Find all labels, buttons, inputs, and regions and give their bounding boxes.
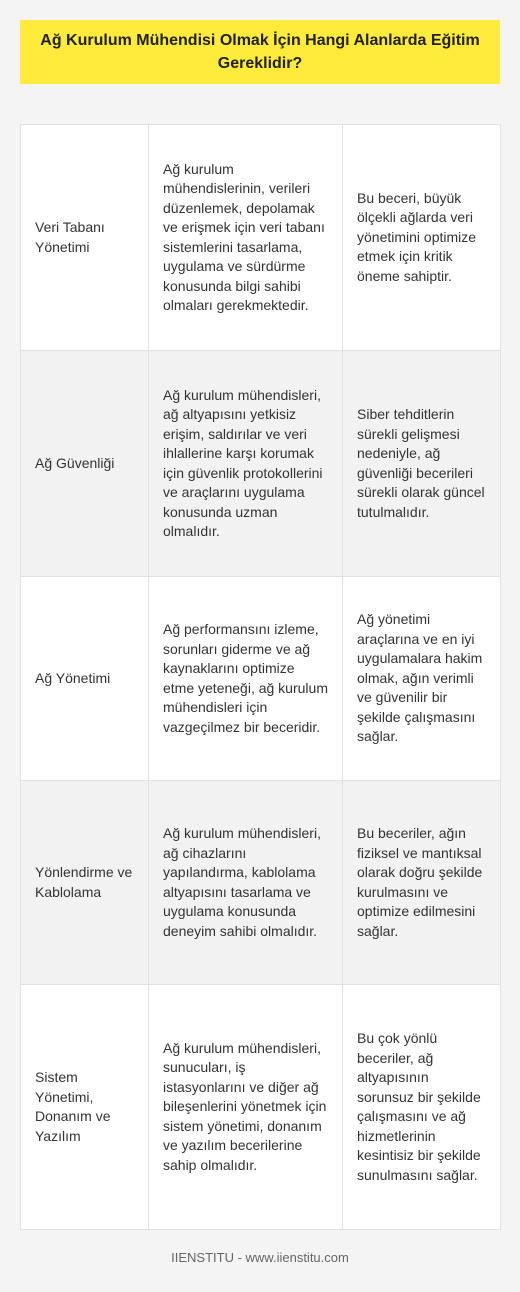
table-row <box>21 125 501 351</box>
area-cell: Ağ Yönetimi <box>21 577 149 781</box>
table-row <box>21 351 501 577</box>
importance-cell: Siber tehditlerin sürekli gelişmesi nedeniyle, ağ güvenliği becerileri sürekli olarak güncel tutulmalıdır. <box>343 351 501 577</box>
description-cell: Ağ kurulum mühendisleri, sunucuları, iş istasyonlarını ve diğer ağ bileşenlerini yönetmek için sistem yönetimi, donanım ve yazılım becerilerine sahip olmalıdır. <box>149 985 343 1230</box>
description-cell: Ağ kurulum mühendisleri, ağ altyapısını yetkisiz erişim, saldırılar ve veri ihlallerine karşı korumak için güvenlik protokollerini ve araçlarını uygulama konusunda uzman olmalıdır. <box>149 351 343 577</box>
title-banner <box>20 20 500 84</box>
description-cell: Ağ kurulum mühendisleri, ağ cihazlarını yapılandırma, kablolama altyapısını tasarlama ve uygulama konusunda deneyim sahibi olmalıdır. <box>149 781 343 985</box>
importance-cell: Bu çok yönlü beceriler, ağ altyapısının sorunsuz bir şekilde çalışmasını ve ağ hizmetlerinin kesintisiz bir şekilde sunulmasını sağlar. <box>343 985 501 1230</box>
importance-cell: Bu beceri, büyük ölçekli ağlarda veri yönetimini optimize etmek için kritik öneme sahiptir. <box>343 125 501 351</box>
area-cell: Ağ Güvenliği <box>21 351 149 577</box>
table-row <box>21 577 501 781</box>
footer-credit: IIENSTITU - www.iienstitu.com <box>171 1250 349 1265</box>
description-cell: Ağ kurulum mühendislerinin, verileri düzenlemek, depolamak ve erişmek için veri tabanı sistemlerini tasarlama, uygulama ve sürdürme konusunda bilgi sahibi olmaları gerekmektedir. <box>149 125 343 351</box>
page-title: Ağ Kurulum Mühendisi Olmak İçin Hangi Alanlarda Eğitim Gereklidir? <box>40 32 480 72</box>
area-cell: Yönlendirme ve Kablolama <box>21 781 149 985</box>
importance-cell: Bu beceriler, ağın fiziksel ve mantıksal olarak doğru şekilde kurulmasını ve optimize edilmesini sağlar. <box>343 781 501 985</box>
description-cell: Ağ performansını izleme, sorunları giderme ve ağ kaynaklarını optimize etme yeteneği, ağ kurulum mühendisleri için vazgeçilmez bir beceridir. <box>149 577 343 781</box>
area-cell: Veri Tabanı Yönetimi <box>21 125 149 351</box>
table-row <box>21 985 501 1230</box>
table-row <box>21 781 501 985</box>
area-cell: Sistem Yönetimi, Donanım ve Yazılım <box>21 985 149 1230</box>
content-table <box>20 124 501 1230</box>
importance-cell: Ağ yönetimi araçlarına ve en iyi uygulamalara hakim olmak, ağın verimli ve güvenilir bir şekilde çalışmasını sağlar. <box>343 577 501 781</box>
